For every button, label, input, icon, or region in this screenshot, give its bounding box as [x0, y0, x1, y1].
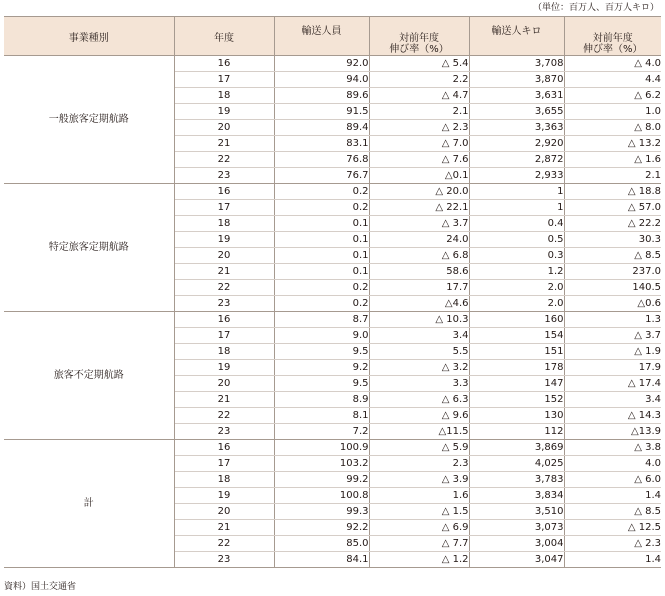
passenger-km-cell: 3,869 [469, 440, 564, 456]
category-cell: 計 [4, 440, 174, 568]
passengers-cell: 76.8 [274, 152, 369, 168]
passengers-growth-cell: △ 7.7 [369, 536, 469, 552]
passengers-cell: 92.0 [274, 56, 369, 72]
passengers-growth-cell: △ 3.7 [369, 216, 469, 232]
passenger-km-cell: 112 [469, 424, 564, 440]
passengers-growth-cell: △ 6.3 [369, 392, 469, 408]
passengers-growth-cell: △ 22.1 [369, 200, 469, 216]
passengers-growth-cell: △ 1.5 [369, 504, 469, 520]
passenger-km-cell: 3,073 [469, 520, 564, 536]
passenger-km-cell: 154 [469, 328, 564, 344]
passengers-growth-cell: 2.3 [369, 456, 469, 472]
passengers-cell: 0.2 [274, 296, 369, 312]
table-header [4, 17, 661, 56]
passenger-km-growth-cell: △ 57.0 [564, 200, 661, 216]
passengers-cell: 99.3 [274, 504, 369, 520]
passenger-km-cell: 2,872 [469, 152, 564, 168]
table-row [4, 440, 661, 456]
passenger-km-growth-cell: 2.1 [564, 168, 661, 184]
passenger-km-cell: 160 [469, 312, 564, 328]
year-cell: 17 [174, 456, 274, 472]
passengers-growth-cell: △ 20.0 [369, 184, 469, 200]
year-cell: 21 [174, 392, 274, 408]
passenger-km-cell: 3,870 [469, 72, 564, 88]
passengers-cell: 0.2 [274, 184, 369, 200]
passenger-km-cell: 3,834 [469, 488, 564, 504]
passenger-km-growth-cell: △ 8.5 [564, 504, 661, 520]
year-cell: 23 [174, 168, 274, 184]
table-body [4, 56, 661, 568]
passengers-cell: 0.1 [274, 248, 369, 264]
passengers-cell: 8.1 [274, 408, 369, 424]
passengers-growth-cell: △ 5.9 [369, 440, 469, 456]
passengers-cell: 103.2 [274, 456, 369, 472]
header-growth-line2: 伸び率（%） [389, 44, 449, 55]
passengers-cell: 100.8 [274, 488, 369, 504]
passenger-km-cell: 3,631 [469, 88, 564, 104]
passengers-growth-cell: 58.6 [369, 264, 469, 280]
passenger-km-growth-cell: 30.3 [564, 232, 661, 248]
year-cell: 23 [174, 552, 274, 568]
passenger-km-growth-cell: 237.0 [564, 264, 661, 280]
year-cell: 18 [174, 216, 274, 232]
passengers-cell: 89.4 [274, 120, 369, 136]
passengers-growth-cell: △ 4.7 [369, 88, 469, 104]
passenger-km-growth-cell: 1.3 [564, 312, 661, 328]
passengers-growth-cell: △11.5 [369, 424, 469, 440]
passenger-km-cell: 2,933 [469, 168, 564, 184]
year-cell: 21 [174, 520, 274, 536]
passenger-km-growth-cell: △ 14.3 [564, 408, 661, 424]
passengers-cell: 8.7 [274, 312, 369, 328]
passengers-cell: 89.6 [274, 88, 369, 104]
year-cell: 16 [174, 312, 274, 328]
passengers-growth-cell: △ 7.6 [369, 152, 469, 168]
passengers-growth-cell: △ 1.2 [369, 552, 469, 568]
year-cell: 17 [174, 72, 274, 88]
passenger-km-cell: 3,783 [469, 472, 564, 488]
passengers-growth-cell: △ 5.4 [369, 56, 469, 72]
passengers-cell: 91.5 [274, 104, 369, 120]
passengers-growth-cell: 24.0 [369, 232, 469, 248]
year-cell: 18 [174, 88, 274, 104]
category-cell: 旅客不定期航路 [4, 312, 174, 440]
passenger-km-growth-cell: △ 8.0 [564, 120, 661, 136]
passengers-cell: 84.1 [274, 552, 369, 568]
year-cell: 19 [174, 360, 274, 376]
passengers-cell: 9.5 [274, 344, 369, 360]
year-cell: 22 [174, 408, 274, 424]
passengers-growth-cell: △ 2.3 [369, 120, 469, 136]
passengers-growth-cell: 5.5 [369, 344, 469, 360]
passenger-km-growth-cell: 1.4 [564, 552, 661, 568]
passengers-cell: 100.9 [274, 440, 369, 456]
year-cell: 19 [174, 104, 274, 120]
year-cell: 20 [174, 120, 274, 136]
passengers-growth-cell: 3.4 [369, 328, 469, 344]
passenger-km-cell: 0.4 [469, 216, 564, 232]
passenger-km-growth-cell: △ 8.5 [564, 248, 661, 264]
passengers-cell: 0.2 [274, 280, 369, 296]
passenger-km-growth-cell: 3.4 [564, 392, 661, 408]
year-cell: 16 [174, 56, 274, 72]
year-cell: 20 [174, 248, 274, 264]
passenger-km-cell: 151 [469, 344, 564, 360]
passenger-km-growth-cell: △ 1.6 [564, 152, 661, 168]
year-cell: 23 [174, 296, 274, 312]
passengers-growth-cell: △ 3.9 [369, 472, 469, 488]
passenger-km-growth-cell: △ 12.5 [564, 520, 661, 536]
passenger-km-growth-cell: △ 17.4 [564, 376, 661, 392]
passenger-km-growth-cell: △ 6.0 [564, 472, 661, 488]
year-cell: 20 [174, 504, 274, 520]
passengers-cell: 9.5 [274, 376, 369, 392]
passenger-km-growth-cell: △ 2.3 [564, 536, 661, 552]
passenger-km-cell: 1 [469, 184, 564, 200]
year-cell: 16 [174, 440, 274, 456]
passenger-km-cell: 3,708 [469, 56, 564, 72]
passengers-cell: 76.7 [274, 168, 369, 184]
passenger-km-cell: 130 [469, 408, 564, 424]
passenger-km-cell: 1 [469, 200, 564, 216]
passengers-growth-cell: △ 9.6 [369, 408, 469, 424]
passengers-growth-cell: △4.6 [369, 296, 469, 312]
passenger-km-cell: 3,655 [469, 104, 564, 120]
year-cell: 16 [174, 184, 274, 200]
year-cell: 22 [174, 152, 274, 168]
passengers-growth-cell: 3.3 [369, 376, 469, 392]
year-cell: 17 [174, 200, 274, 216]
passengers-growth-cell: △ 6.8 [369, 248, 469, 264]
year-cell: 22 [174, 536, 274, 552]
passenger-km-growth-cell: △ 4.0 [564, 56, 661, 72]
header-growth-line2: 伸び率（%） [582, 44, 643, 55]
passengers-growth-cell: 2.2 [369, 72, 469, 88]
passenger-km-cell: 0.3 [469, 248, 564, 264]
passenger-km-growth-cell: △ 22.2 [564, 216, 661, 232]
header-growth-line1: 対前年度 [399, 33, 439, 44]
passengers-growth-cell: △ 3.2 [369, 360, 469, 376]
passenger-km-growth-cell: △ 1.9 [564, 344, 661, 360]
header-passenger-km-growth [564, 17, 661, 56]
passenger-km-cell: 2.0 [469, 280, 564, 296]
passengers-growth-cell: 1.6 [369, 488, 469, 504]
table-row [4, 184, 661, 200]
header-category: 事業種別 [4, 17, 174, 56]
passenger-km-cell: 3,510 [469, 504, 564, 520]
passengers-cell: 94.0 [274, 72, 369, 88]
passenger-km-growth-cell: 1.4 [564, 488, 661, 504]
passenger-transport-table [4, 16, 661, 568]
passengers-cell: 7.2 [274, 424, 369, 440]
table-row [4, 56, 661, 72]
passenger-km-growth-cell: 4.0 [564, 456, 661, 472]
passenger-km-growth-cell: △ 3.7 [564, 328, 661, 344]
passengers-cell: 0.1 [274, 216, 369, 232]
passengers-cell: 9.2 [274, 360, 369, 376]
year-cell: 20 [174, 376, 274, 392]
passengers-growth-cell: 17.7 [369, 280, 469, 296]
passengers-growth-cell: 2.1 [369, 104, 469, 120]
passenger-km-cell: 178 [469, 360, 564, 376]
passenger-km-cell: 147 [469, 376, 564, 392]
passenger-km-cell: 2,920 [469, 136, 564, 152]
passenger-km-cell: 2.0 [469, 296, 564, 312]
header-passengers: 輸送人員 [274, 17, 369, 56]
category-cell: 一般旅客定期航路 [4, 56, 174, 184]
year-cell: 19 [174, 232, 274, 248]
unit-note: （単位：百万人、百万人キロ） [532, 3, 659, 13]
source-note: 資料）国土交通省 [4, 582, 77, 592]
passenger-km-cell: 0.5 [469, 232, 564, 248]
passenger-km-cell: 3,047 [469, 552, 564, 568]
year-cell: 23 [174, 424, 274, 440]
passengers-growth-cell: △ 10.3 [369, 312, 469, 328]
passengers-growth-cell: △ 6.9 [369, 520, 469, 536]
header-growth-line1: 対前年度 [592, 33, 633, 44]
year-cell: 19 [174, 488, 274, 504]
header-year: 年度 [174, 17, 274, 56]
passenger-km-growth-cell: 4.4 [564, 72, 661, 88]
year-cell: 18 [174, 344, 274, 360]
passengers-cell: 0.1 [274, 232, 369, 248]
table-row [4, 312, 661, 328]
header-passengers-growth [369, 17, 469, 56]
passengers-cell: 85.0 [274, 536, 369, 552]
year-cell: 21 [174, 136, 274, 152]
passengers-cell: 0.1 [274, 264, 369, 280]
passenger-km-growth-cell: △ 3.8 [564, 440, 661, 456]
passengers-cell: 99.2 [274, 472, 369, 488]
year-cell: 18 [174, 472, 274, 488]
passenger-km-growth-cell: △ 6.2 [564, 88, 661, 104]
passenger-km-growth-cell: △ 13.2 [564, 136, 661, 152]
passenger-km-growth-cell: 17.9 [564, 360, 661, 376]
passenger-km-growth-cell: △13.9 [564, 424, 661, 440]
passenger-km-growth-cell: △0.6 [564, 296, 661, 312]
passengers-growth-cell: △0.1 [369, 168, 469, 184]
passengers-cell: 0.2 [274, 200, 369, 216]
category-cell: 特定旅客定期航路 [4, 184, 174, 312]
passengers-cell: 8.9 [274, 392, 369, 408]
passenger-km-growth-cell: 140.5 [564, 280, 661, 296]
passenger-km-growth-cell: 1.0 [564, 104, 661, 120]
header-passenger-km: 輸送人キロ [469, 17, 564, 56]
passenger-km-growth-cell: △ 18.8 [564, 184, 661, 200]
passenger-km-cell: 1.2 [469, 264, 564, 280]
passenger-km-cell: 4,025 [469, 456, 564, 472]
year-cell: 22 [174, 280, 274, 296]
passengers-growth-cell: △ 7.0 [369, 136, 469, 152]
passenger-km-cell: 152 [469, 392, 564, 408]
passengers-cell: 9.0 [274, 328, 369, 344]
year-cell: 17 [174, 328, 274, 344]
passengers-cell: 92.2 [274, 520, 369, 536]
year-cell: 21 [174, 264, 274, 280]
passenger-km-cell: 3,363 [469, 120, 564, 136]
passengers-cell: 83.1 [274, 136, 369, 152]
passenger-km-cell: 3,004 [469, 536, 564, 552]
